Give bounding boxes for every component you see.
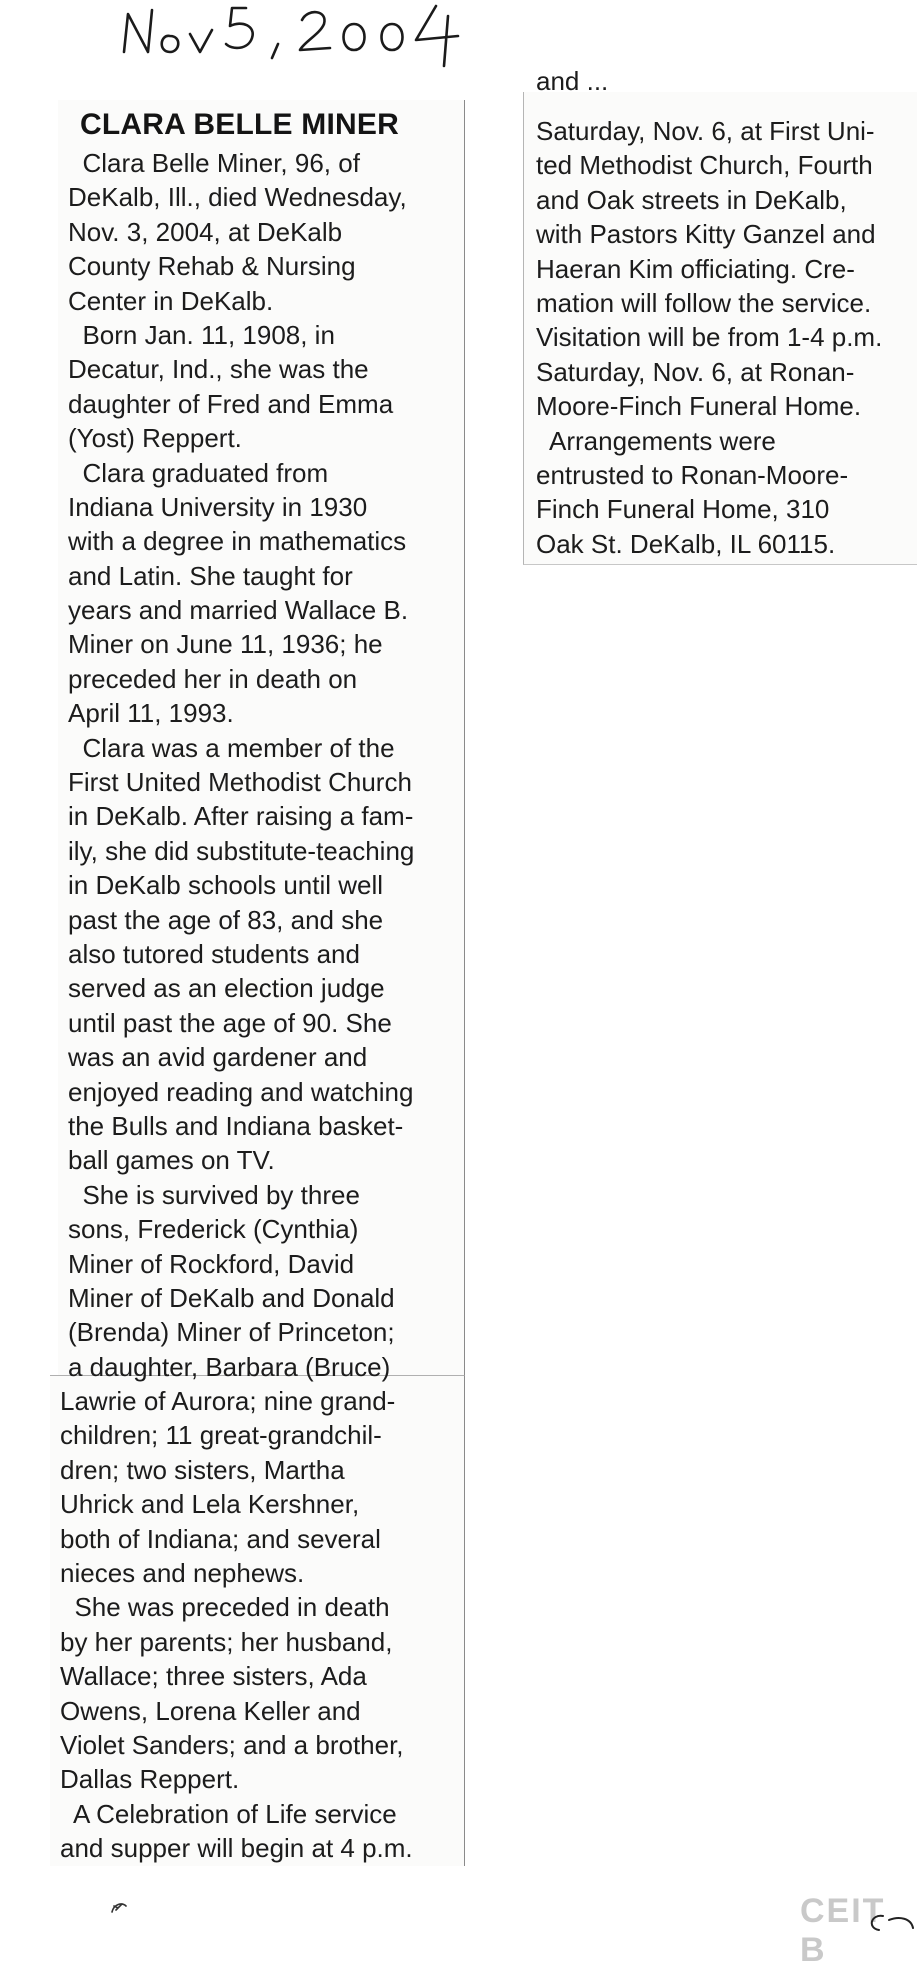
text-line: A Celebration of Life service	[60, 1798, 397, 1829]
text-line: in DeKalb. After raising a fam-	[68, 801, 414, 832]
text-line: Miner on June 11, 1936; he	[68, 629, 383, 660]
text-line: Violet Sanders; and a brother,	[60, 1729, 404, 1760]
text-line: April 11, 1993.	[68, 698, 234, 729]
text-line: Lawrie of Aurora; nine grand-	[60, 1386, 396, 1416]
text-line: Moore-Finch Funeral Home.	[536, 391, 862, 422]
text-line: Wallace; three sisters, Ada	[60, 1661, 367, 1692]
archive-stamp: CEIT B	[800, 1892, 886, 1969]
text-line: until past the age of 90. She	[68, 1007, 392, 1038]
obituary-column-3	[536, 114, 882, 561]
text-line: also tutored students and	[68, 938, 360, 969]
text-line: Finch Funeral Home, 310	[536, 494, 830, 525]
text-line: Decatur, Ind., she was the	[68, 354, 369, 385]
obituary-column-2	[60, 1384, 413, 1865]
text-line: Indiana University in 1930	[68, 491, 368, 522]
text-line: sons, Frederick (Cynthia)	[68, 1214, 359, 1245]
text-line: Oak St. DeKalb, IL 60115.	[536, 528, 836, 559]
text-line: First United Methodist Church	[68, 767, 412, 798]
text-line: Dallas Reppert.	[60, 1764, 240, 1795]
text-line: daughter of Fred and Emma	[68, 388, 394, 419]
text-line: the Bulls and Indiana basket-	[68, 1110, 404, 1141]
text-line: entrusted to Ronan-Moore-	[536, 459, 849, 490]
obituary-column-1	[68, 146, 414, 1384]
text-line: a daughter, Barbara (Bruce)	[68, 1351, 391, 1382]
text-line: children; 11 great-grandchil-	[60, 1420, 382, 1451]
text-line: DeKalb, Ill., died Wednesday,	[68, 182, 407, 213]
text-line: (Yost) Reppert.	[68, 423, 242, 454]
text-line: County Rehab & Nursing	[68, 251, 356, 282]
text-line: and Oak streets in DeKalb,	[536, 184, 847, 215]
text-line: mation will follow the service.	[536, 287, 872, 318]
text-line: with a degree in mathematics	[68, 526, 407, 557]
text-line: Uhrick and Lela Kershner,	[60, 1489, 360, 1520]
text-line: years and married Wallace B.	[68, 595, 409, 626]
text-line: was an avid gardener and	[68, 1042, 368, 1073]
text-line: Clara Belle Miner, 96, of	[68, 148, 360, 178]
obituary-headline: CLARA BELLE MINER	[80, 108, 399, 141]
text-line: and supper will begin at 4 p.m.	[60, 1833, 413, 1864]
cut-off-line: and ...	[536, 66, 609, 96]
text-line: Visitation will be from 1-4 p.m.	[536, 322, 883, 353]
text-line: Clara graduated from	[68, 457, 329, 488]
corner-handwriting-mark	[855, 1912, 916, 1932]
ink-speck	[108, 1898, 130, 1916]
text-line: past the age of 83, and she	[68, 904, 384, 935]
text-line: ily, she did substitute-teaching	[68, 835, 415, 866]
text-line: Arrangements were	[536, 425, 776, 456]
text-line: with Pastors Kitty Ganzel and	[536, 219, 876, 250]
handwritten-date	[118, 0, 538, 70]
text-line: by her parents; her husband,	[60, 1626, 393, 1657]
text-line: ball games on TV.	[68, 1145, 275, 1176]
text-line: She was preceded in death	[60, 1592, 390, 1623]
text-line: preceded her in death on	[68, 663, 358, 694]
text-line: ted Methodist Church, Fourth	[536, 150, 873, 181]
text-line: Miner of Rockford, David	[68, 1248, 355, 1279]
text-line: Born Jan. 11, 1908, in	[68, 319, 335, 350]
text-line: Nov. 3, 2004, at DeKalb	[68, 216, 343, 247]
text-line: both of Indiana; and several	[60, 1523, 381, 1554]
text-line: Haeran Kim officiating. Cre-	[536, 253, 855, 284]
text-line: Saturday, Nov. 6, at Ronan-	[536, 356, 855, 387]
text-line: Center in DeKalb.	[68, 285, 274, 316]
text-line: Saturday, Nov. 6, at First Uni-	[536, 116, 875, 146]
text-line: dren; two sisters, Martha	[60, 1454, 345, 1485]
text-line: enjoyed reading and watching	[68, 1076, 414, 1107]
text-line: and Latin. She taught for	[68, 560, 353, 591]
text-line: Clara was a member of the	[68, 732, 395, 763]
text-line: (Brenda) Miner of Princeton;	[68, 1317, 395, 1348]
text-line: in DeKalb schools until well	[68, 870, 384, 901]
text-line: served as an election judge	[68, 973, 385, 1004]
text-line: Miner of DeKalb and Donald	[68, 1282, 395, 1313]
text-line: nieces and nephews.	[60, 1557, 305, 1588]
text-line: She is survived by three	[68, 1179, 360, 1210]
text-line: Owens, Lorena Keller and	[60, 1695, 361, 1726]
